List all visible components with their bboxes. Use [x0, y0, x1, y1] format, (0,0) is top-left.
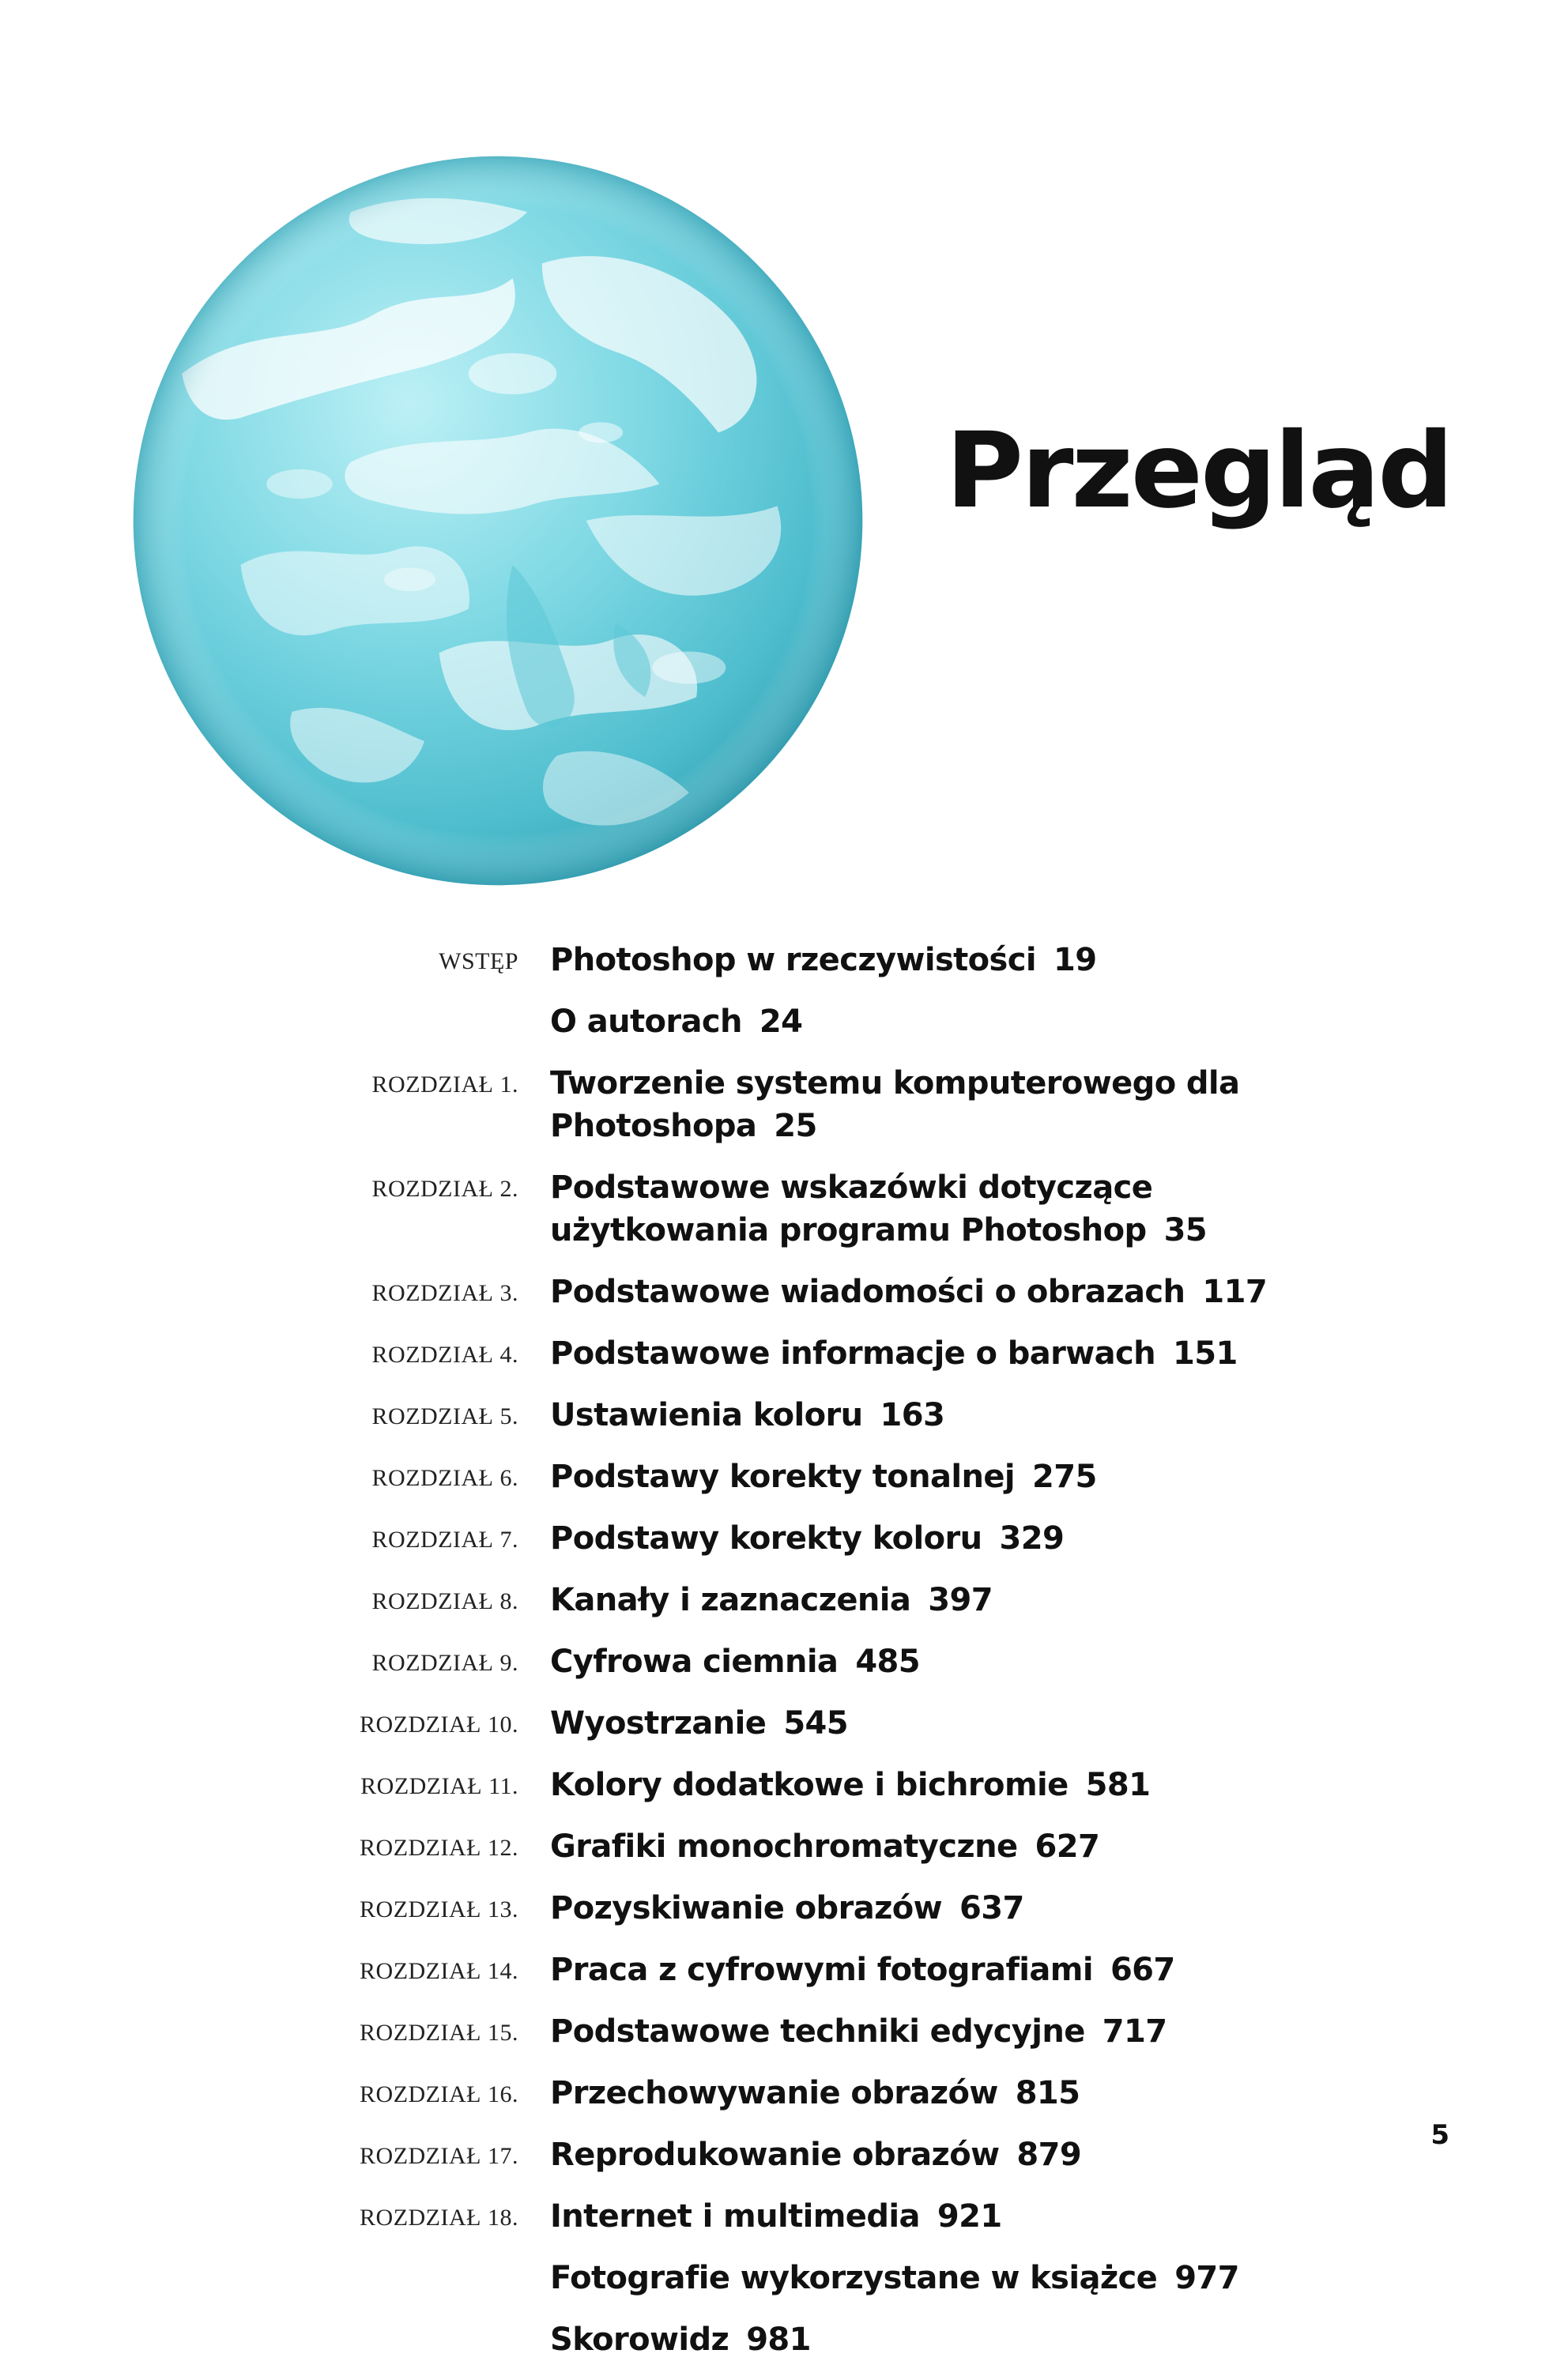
toc-title-line	[550, 1166, 1483, 1209]
toc-title	[550, 1640, 1483, 1683]
toc-entry	[0, 1640, 1568, 1683]
toc-entry	[0, 1949, 1568, 1991]
toc-page-number: 879	[1016, 2137, 1082, 2173]
toc-page-number: 637	[959, 1890, 1024, 1926]
toc-title-line	[550, 2133, 1483, 2176]
toc-chapter-label: ROZDZIAŁ 16.	[360, 2081, 518, 2107]
toc-title	[550, 1517, 1483, 1560]
toc-title-text: Reprodukowanie obrazów	[550, 2137, 1000, 2173]
toc-page-number: 815	[1015, 2075, 1080, 2111]
toc-title-text: Pozyskiwanie obrazów	[550, 1890, 943, 1926]
toc-page-number: 581	[1085, 1767, 1151, 1803]
toc-title-line	[550, 1000, 1483, 1043]
toc-chapter-label: ROZDZIAŁ 11.	[360, 1773, 518, 1799]
toc-entry	[0, 1166, 1568, 1252]
toc-page-number: 24	[759, 1004, 803, 1040]
toc-title-line	[550, 1455, 1483, 1498]
toc-chapter-label: ROZDZIAŁ 3.	[371, 1280, 518, 1306]
toc-title-line	[550, 1209, 1483, 1252]
toc-title-text: Podstawy korekty koloru	[550, 1520, 982, 1557]
toc-title-line	[550, 1825, 1483, 1868]
toc-title-text: Cyfrowa ciemnia	[550, 1644, 839, 1680]
toc-chapter-label: ROZDZIAŁ 9.	[371, 1650, 518, 1676]
toc-chapter-label: ROZDZIAŁ 13.	[360, 1896, 518, 1922]
page-number: 5	[1430, 2119, 1449, 2151]
toc-page-number: 397	[928, 1582, 993, 1618]
toc-title-text: Podstawowe informacje o barwach	[550, 1335, 1156, 1372]
toc-entry	[0, 1271, 1568, 1313]
toc-page-number: 35	[1163, 1212, 1208, 1248]
toc-entry	[0, 2318, 1568, 2361]
toc-title	[550, 2257, 1483, 2299]
table-of-contents	[0, 939, 1568, 2380]
toc-title	[550, 1000, 1483, 1043]
toc-title-line	[550, 1702, 1483, 1745]
toc-title	[550, 939, 1483, 981]
toc-entry	[0, 1455, 1568, 1498]
toc-chapter-label: ROZDZIAŁ 18.	[360, 2205, 518, 2231]
toc-title-line	[550, 2195, 1483, 2238]
toc-entry	[0, 1825, 1568, 1868]
toc-page-number: 981	[746, 2322, 811, 2358]
toc-title	[550, 1764, 1483, 1806]
toc-entry	[0, 1332, 1568, 1375]
toc-title	[550, 2010, 1483, 2053]
toc-title-line	[550, 1332, 1483, 1375]
toc-title-line	[550, 1949, 1483, 1991]
toc-page-number: 163	[880, 1397, 945, 1433]
toc-title-text: Podstawy korekty tonalnej	[550, 1459, 1015, 1495]
toc-page-number: 545	[783, 1705, 849, 1742]
toc-title	[550, 1579, 1483, 1621]
toc-title-line	[550, 1640, 1483, 1683]
toc-title	[550, 1825, 1483, 1868]
toc-title	[550, 1455, 1483, 1498]
toc-entry	[0, 939, 1568, 981]
toc-title-text: użytkowania programu Photoshop	[550, 1212, 1147, 1248]
toc-entry	[0, 2133, 1568, 2176]
toc-chapter-label	[0, 1000, 518, 1007]
toc-page-number: 485	[855, 1644, 921, 1680]
toc-title	[550, 1394, 1483, 1437]
toc-title-text: Kanały i zaznaczenia	[550, 1582, 911, 1618]
toc-title	[550, 1332, 1483, 1375]
toc-chapter-label: ROZDZIAŁ 17.	[360, 2143, 518, 2169]
toc-entry	[0, 1000, 1568, 1043]
toc-page-number: 329	[999, 1520, 1065, 1557]
toc-chapter-label: WSTĘP	[439, 948, 518, 974]
toc-title-text: Tworzenie systemu komputerowego dla Photoshopa	[550, 1065, 1240, 1144]
toc-title-text: Photoshop w rzeczywistości	[550, 942, 1036, 978]
toc-chapter-label: ROZDZIAŁ 4.	[371, 1342, 518, 1368]
page-title: Przegląd	[944, 410, 1451, 532]
toc-title	[550, 2318, 1483, 2361]
toc-title	[550, 2133, 1483, 2176]
toc-entry	[0, 1062, 1568, 1147]
toc-title-text: Podstawowe wiadomości o obrazach	[550, 1274, 1185, 1310]
toc-chapter-label: ROZDZIAŁ 5.	[371, 1403, 518, 1429]
toc-title-text: Przechowywanie obrazów	[550, 2075, 998, 2111]
toc-chapter-label	[0, 2257, 518, 2264]
toc-title-text: Fotografie wykorzystane w książce	[550, 2260, 1158, 2296]
toc-entry	[0, 1887, 1568, 1930]
toc-page-number: 921	[937, 2198, 1002, 2235]
toc-title-line	[550, 1517, 1483, 1560]
toc-title-text: O autorach	[550, 1004, 742, 1040]
toc-page-number: 151	[1173, 1335, 1238, 1372]
toc-page-number: 19	[1054, 942, 1097, 978]
toc-entry	[0, 1394, 1568, 1437]
toc-chapter-label: ROZDZIAŁ 15.	[360, 2020, 518, 2046]
toc-title-text: Podstawowe techniki edycyjne	[550, 2013, 1085, 2050]
toc-chapter-label	[0, 2318, 518, 2325]
toc-title-line	[550, 1887, 1483, 1930]
toc-title-line	[550, 1062, 1483, 1147]
toc-chapter-label: ROZDZIAŁ 12.	[360, 1835, 518, 1861]
toc-title-line	[550, 1579, 1483, 1621]
toc-title	[550, 1062, 1483, 1147]
toc-title-line	[550, 2010, 1483, 2053]
toc-chapter-label: ROZDZIAŁ 10.	[360, 1712, 518, 1738]
toc-title-text: Grafiki monochromatyczne	[550, 1828, 1018, 1865]
toc-title	[550, 1949, 1483, 1991]
toc-entry	[0, 2195, 1568, 2238]
toc-entry	[0, 2072, 1568, 2115]
toc-title-text: Praca z cyfrowymi fotografiami	[550, 1952, 1093, 1988]
toc-entry	[0, 1764, 1568, 1806]
toc-page-number: 275	[1032, 1459, 1097, 1495]
toc-title	[550, 1887, 1483, 1930]
toc-page-number: 977	[1174, 2260, 1239, 2296]
toc-entry	[0, 1517, 1568, 1560]
toc-page-number: 25	[774, 1108, 817, 1144]
toc-title	[550, 1166, 1483, 1252]
toc-chapter-label: ROZDZIAŁ 6.	[371, 1465, 518, 1491]
toc-title-text: Podstawowe wskazówki dotyczące	[550, 1169, 1153, 1206]
toc-title-line	[550, 2318, 1483, 2361]
toc-title	[550, 2195, 1483, 2238]
toc-title-text: Skorowidz	[550, 2322, 729, 2358]
toc-entry	[0, 2010, 1568, 2053]
toc-page-number: 667	[1110, 1952, 1175, 1988]
toc-page-number: 627	[1035, 1828, 1100, 1865]
toc-chapter-label: ROZDZIAŁ 1.	[371, 1071, 518, 1098]
toc-chapter-label: ROZDZIAŁ 8.	[371, 1588, 518, 1614]
toc-title	[550, 2072, 1483, 2115]
toc-page-number: 117	[1202, 1274, 1268, 1310]
toc-title-line	[550, 939, 1483, 981]
toc-chapter-label: ROZDZIAŁ 7.	[371, 1527, 518, 1553]
toc-title-text: Kolory dodatkowe i bichromie	[550, 1767, 1069, 1803]
toc-entry	[0, 1579, 1568, 1621]
toc-title-text: Ustawienia koloru	[550, 1397, 863, 1433]
toc-page-number: 717	[1102, 2013, 1167, 2050]
toc-title-line	[550, 2072, 1483, 2115]
toc-title-line	[550, 1764, 1483, 1806]
toc-title-line	[550, 2257, 1483, 2299]
toc-chapter-label: ROZDZIAŁ 14.	[360, 1958, 518, 1984]
toc-title-line	[550, 1394, 1483, 1437]
toc-title-text: Wyostrzanie	[550, 1705, 767, 1742]
toc-chapter-label: ROZDZIAŁ 2.	[371, 1176, 518, 1202]
toc-title	[550, 1702, 1483, 1745]
toc-title-line	[550, 1271, 1483, 1313]
toc-entry	[0, 1702, 1568, 1745]
toc-title	[550, 1271, 1483, 1313]
toc-entry	[0, 2257, 1568, 2299]
toc-title-text: Internet i multimedia	[550, 2198, 920, 2235]
earth-globe-image	[130, 153, 865, 888]
